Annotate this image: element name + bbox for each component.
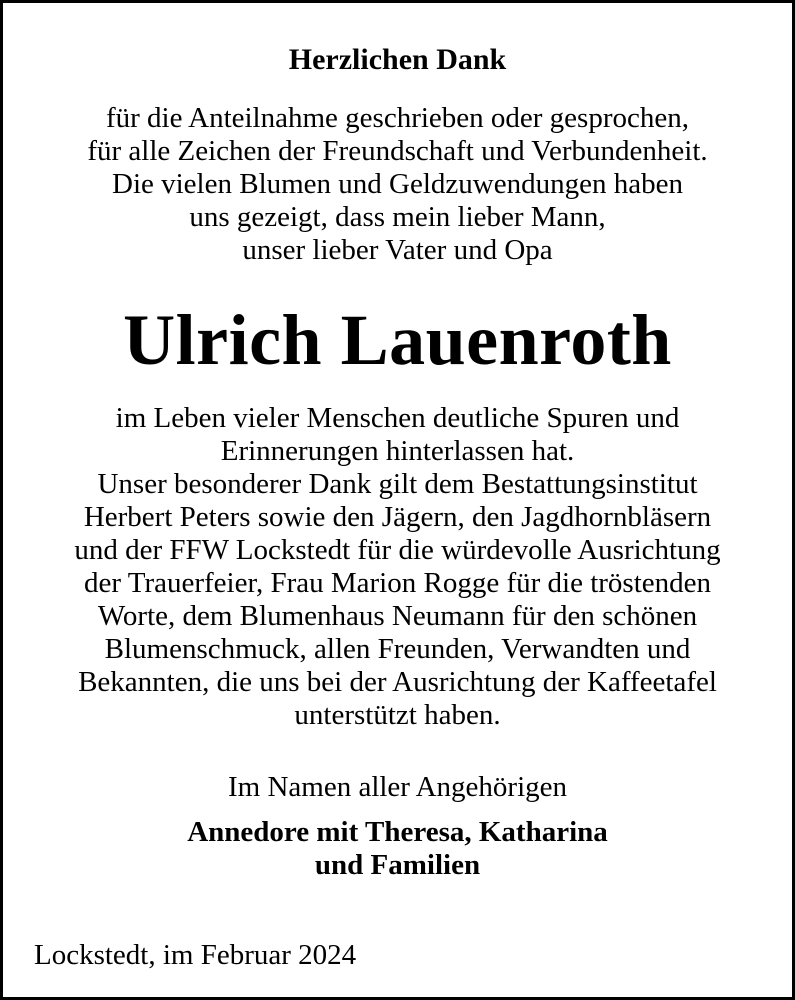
intro-line: für alle Zeichen der Freundschaft und Verbundenheit. xyxy=(87,135,708,167)
thanks-line: Bekannten, die uns bei der Ausrichtung der Kaffeetafel xyxy=(78,666,717,698)
thanks-line: Blumenschmuck, allen Freunden, Verwandten und xyxy=(104,633,691,665)
thanks-line: und der FFW Lockstedt für die würdevolle Ausrichtung xyxy=(74,534,721,566)
thanks-line: unterstützt haben. xyxy=(294,699,501,731)
thanks-line: Worte, dem Blumenhaus Neumann für den schönen xyxy=(97,600,698,632)
notice-heading: Herzlichen Dank xyxy=(288,43,507,76)
signers-line: Annedore mit Theresa, Katharina xyxy=(187,816,608,848)
thanks-line: Herbert Peters sowie den Jägern, den Jagdhornbläsern xyxy=(83,501,712,533)
closing-phrase: Im Namen aller Angehörigen xyxy=(227,771,568,803)
intro-line: Die vielen Blumen und Geldzuwendungen haben xyxy=(112,168,683,200)
thanks-line: Unser besonderer Dank gilt dem Bestattungsinstitut xyxy=(97,468,698,500)
thanks-line: im Leben vieler Menschen deutliche Spuren und xyxy=(115,402,680,434)
deceased-name: Ulrich Lauenroth xyxy=(123,300,672,380)
thanks-line: Erinnerungen hinterlassen hat. xyxy=(220,435,575,467)
intro-line: unser lieber Vater und Opa xyxy=(242,234,553,266)
thanks-line: der Trauerfeier, Frau Marion Rogge für die tröstenden xyxy=(84,567,711,599)
intro-line: uns gezeigt, dass mein lieber Mann, xyxy=(189,201,606,233)
signers-line: und Familien xyxy=(314,849,481,881)
intro-line: für die Anteilnahme geschrieben oder gesprochen, xyxy=(105,102,689,134)
place-and-date: Lockstedt, im Februar 2024 xyxy=(34,939,357,971)
